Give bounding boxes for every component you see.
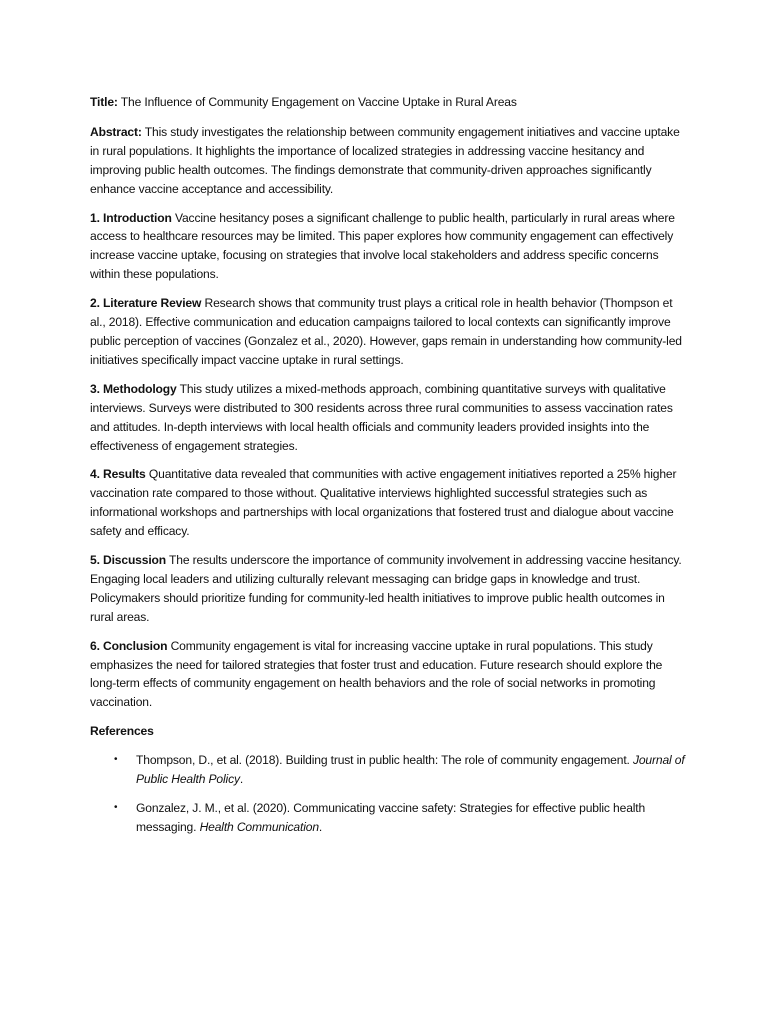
section-heading: 5. Discussion [90, 553, 167, 568]
section-heading: 2. Literature Review [90, 296, 202, 311]
title-paragraph [90, 93, 690, 112]
section-methodology [90, 380, 690, 456]
section-literature-review [90, 294, 690, 370]
document-page [90, 93, 690, 847]
section-text: This study utilizes a mixed-methods approach, combining quantitative surveys with qualitative interviews. Surveys were distributed to 300 residents across three rural communities to assess vaccination rates and attitudes. In-depth interviews with local health officials and community leaders provided insights into the effectiveness of engagement strategies. [90, 381, 673, 453]
bullet-icon: • [114, 802, 118, 813]
reference-journal: Health Communication [199, 819, 319, 834]
bullet-icon: • [114, 754, 118, 766]
section-introduction [90, 209, 690, 285]
section-text: Research shows that community trust plays a critical role in health behavior (Thompson et al., 2018). Effective communication and education campaigns tailored to local contexts can significantly improve public perception of vaccines (Gonzalez et al., 2020). However, gaps remain in understanding how community-led initiatives specifically impact vaccine uptake in rural settings. [90, 296, 682, 367]
reference-text: Gonzalez, J. M., et al. (2020). Communicating vaccine safety: Strategies for effective public health messaging. [136, 801, 646, 834]
title-label: Title: [90, 95, 118, 109]
reference-item [90, 751, 690, 789]
reference-journal: Journal of Public Health Policy [136, 753, 685, 787]
abstract-text: This study investigates the relationship between community engagement initiatives and vaccine uptake in rural populations. It highlights the importance of localized strategies in addressing vaccine hesitancy and improving public health outcomes. The findings demonstrate that community-driven approaches significantly enhance vaccine acceptance and accessibility. [90, 124, 680, 196]
section-discussion [90, 551, 690, 627]
reference-end: . [239, 772, 244, 787]
references-list [90, 751, 690, 837]
section-text: The results underscore the importance of community involvement in addressing vaccine hesitancy. Engaging local leaders and utilizing culturally relevant messaging can bridge gaps in knowledge and trust. Policymakers should prioritize funding for community-led health initiatives to improve public health outcomes in rural areas. [90, 553, 682, 624]
abstract-label: Abstract: [90, 124, 142, 139]
section-text: Vaccine hesitancy poses a significant challenge to public health, particularly in rural areas where access to healthcare resources may be limited. This paper explores how community engagement can effectively increase vaccine uptake, focusing on strategies that involve local stakeholders and address specific concerns within these populations. [90, 210, 675, 282]
references-heading: References [90, 724, 154, 739]
section-heading: 1. Introduction [90, 210, 172, 225]
section-heading: 6. Conclusion [90, 638, 168, 653]
section-text: Community engagement is vital for increasing vaccine uptake in rural populations. This study emphasizes the need for tailored strategies that foster trust and education. Future research should explore the long-term effects of community engagement on health behaviors and the role of social networks in promoting vaccination. [90, 638, 663, 710]
section-heading: 3. Methodology [90, 381, 177, 396]
title-text: The Influence of Community Engagement on Vaccine Uptake in Rural Areas [120, 95, 517, 109]
reference-end: . [318, 819, 323, 834]
reference-text: Thompson, D., et al. (2018). Building trust in public health: The role of community engagement. [136, 753, 633, 768]
section-heading: 4. Results [90, 467, 146, 482]
section-results [90, 465, 690, 541]
reference-item [90, 799, 690, 837]
section-text: Quantitative data revealed that communities with active engagement initiatives reported a 25% higher vaccination rate compared to those without. Qualitative interviews highlighted successful strategies such as informational workshops and partnerships with local organizations that fostered trust and dialogue about vaccine safety and efficacy. [90, 467, 677, 539]
abstract-paragraph [90, 123, 690, 199]
section-conclusion [90, 637, 690, 713]
